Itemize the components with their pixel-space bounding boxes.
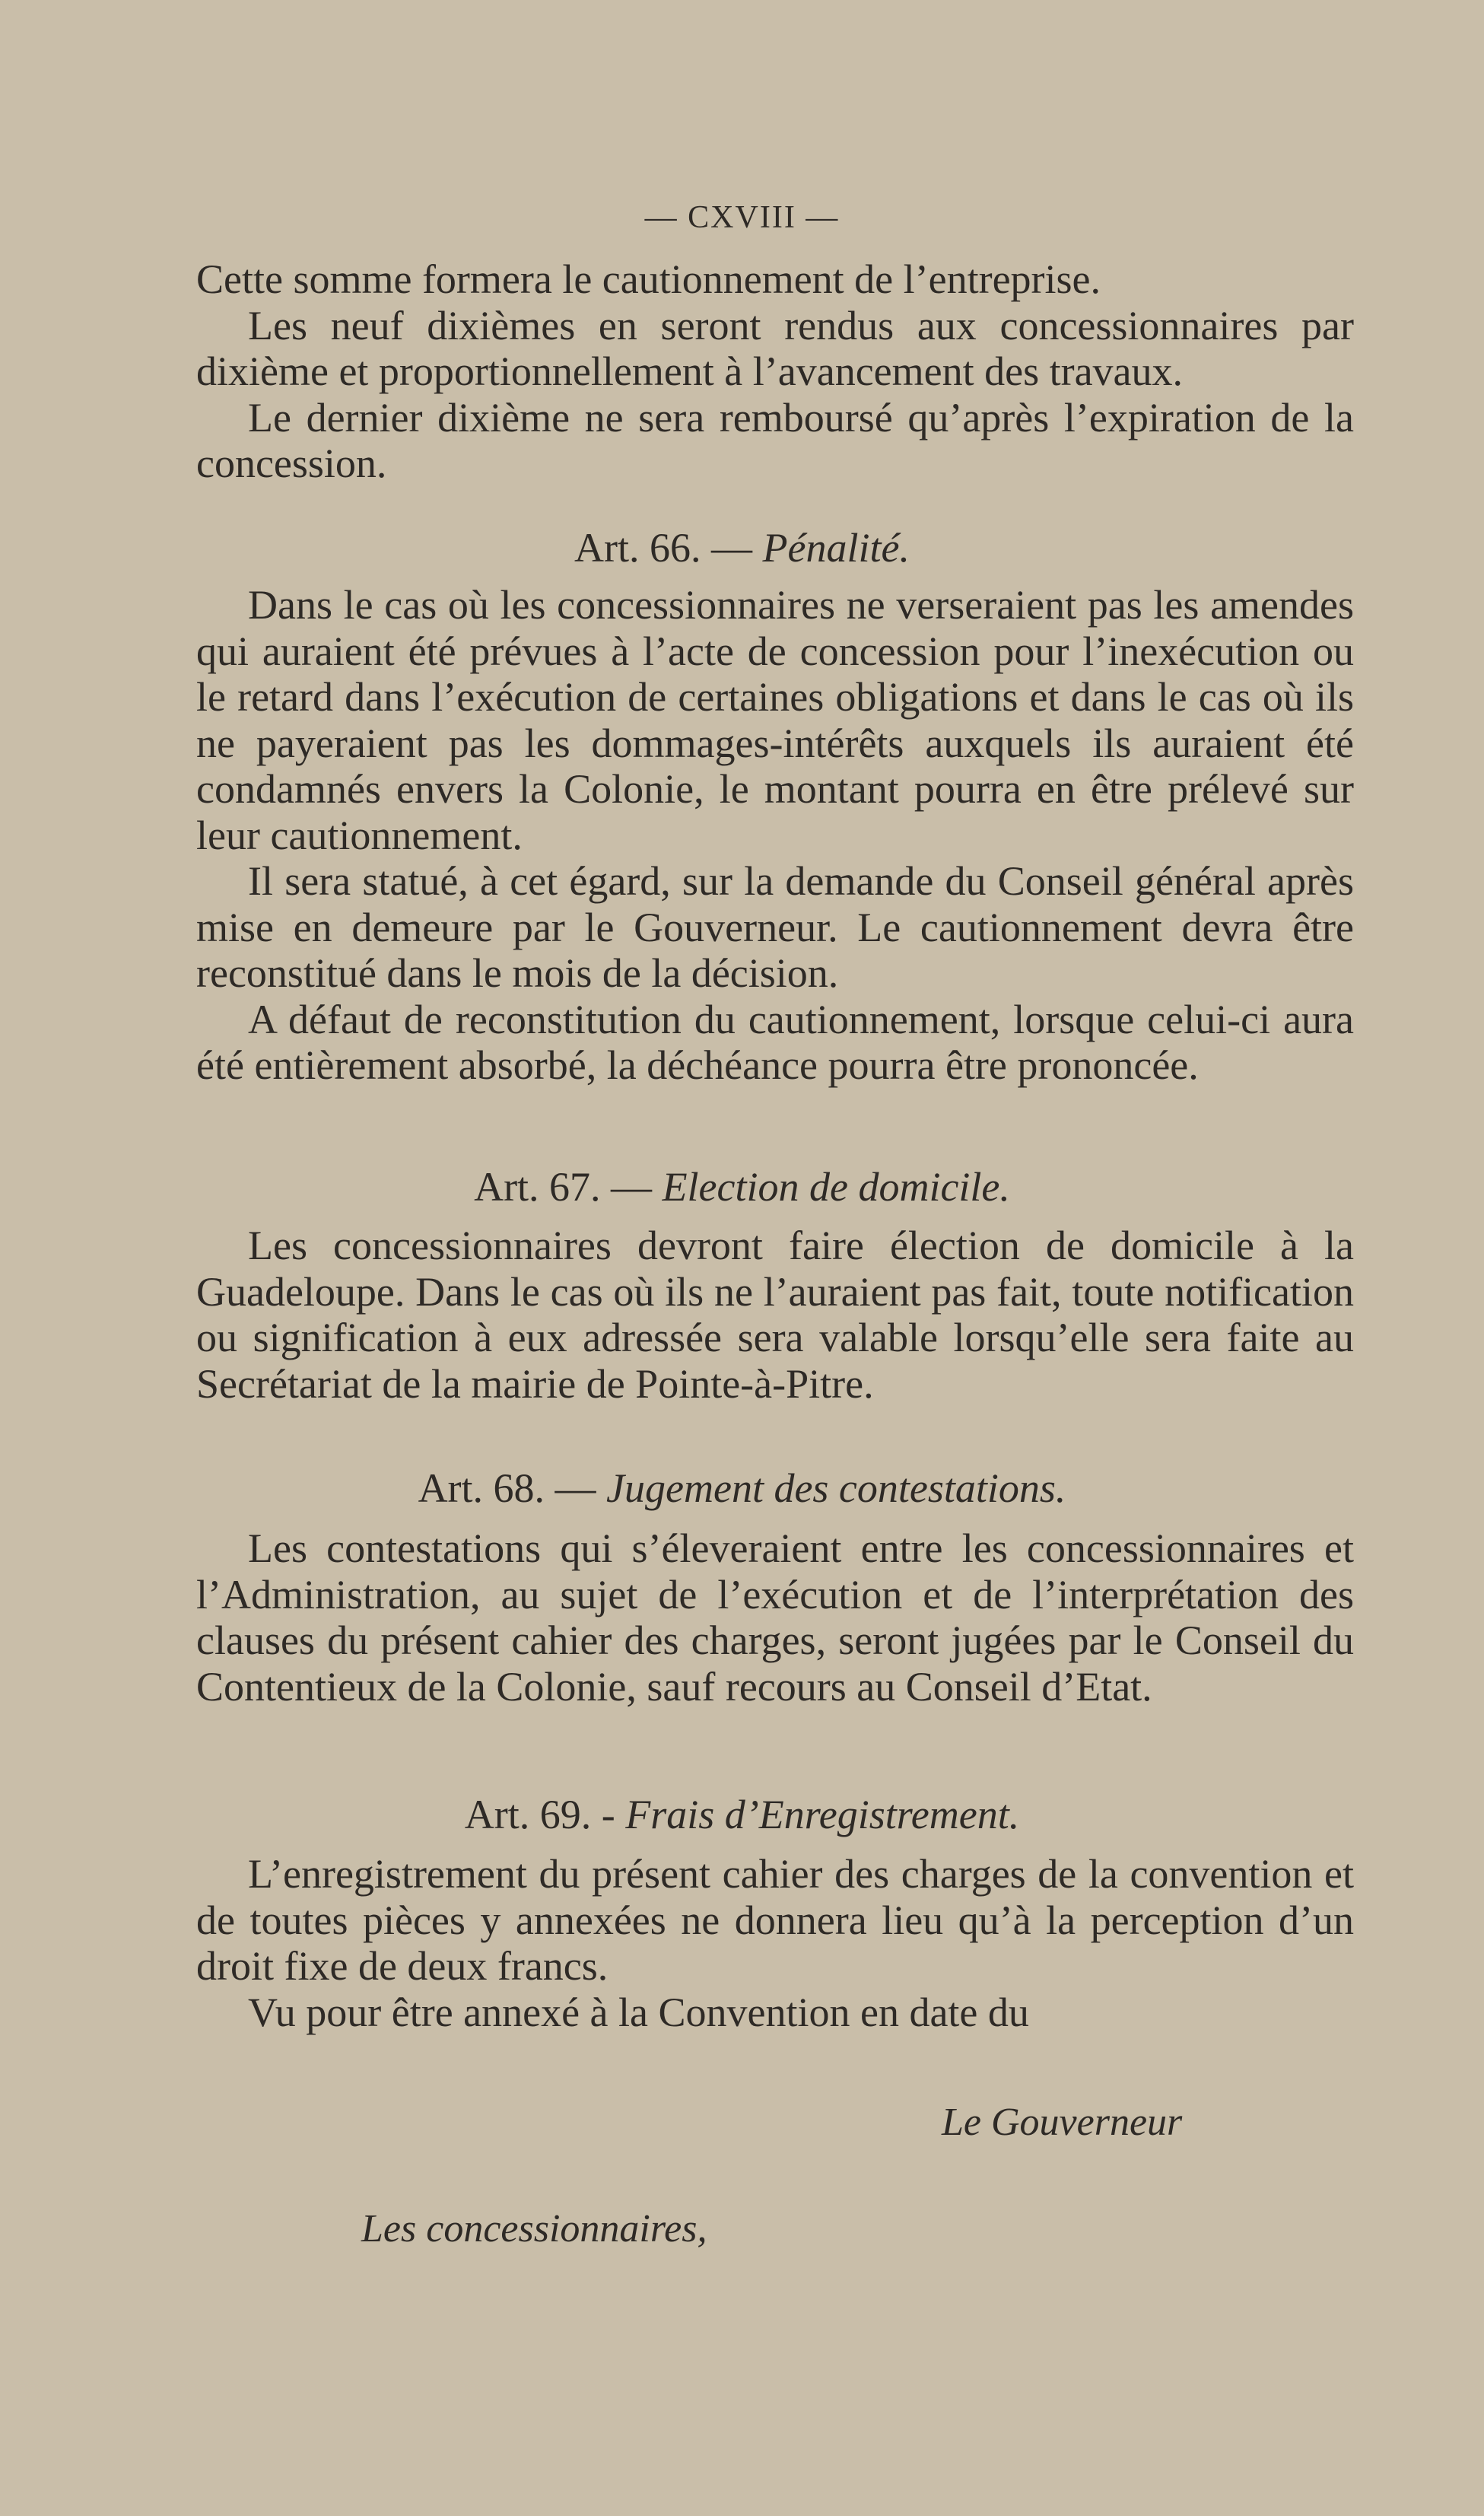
article-67-body (196, 1223, 1354, 1407)
paragraph: L’enregistrement du présent cahier des charges de la convention et de toutes pièces y annexées ne donnera lieu qu’à la perception d’un droit fixe de deux francs. (196, 1851, 1354, 1989)
article-number: Art. 69. - (464, 1792, 615, 1837)
paragraph: Cette somme formera le cautionnement de l’entreprise. (196, 256, 1101, 302)
concessionnaires-signature: Les concessionnaires, (361, 2207, 707, 2250)
article-69-body (196, 1851, 1354, 2035)
article-title: Jugement des contestations. (606, 1465, 1066, 1511)
intro-block (196, 256, 1354, 487)
article-68-heading (0, 1465, 1484, 1511)
governor-signature: Le Gouverneur (942, 2101, 1183, 2144)
article-number: Art. 68. — (418, 1465, 596, 1511)
article-title: Pénalité. (762, 525, 910, 571)
paragraph: Le dernier dixième ne sera remboursé qu’après l’expiration de la concession. (196, 394, 1354, 486)
page-number-header: — CXVIII — (644, 200, 840, 235)
paragraph: Il sera statué, à cet égard, sur la demande du Conseil général après mise en demeure par le Gouverneur. Le cautionnement devra être reconstitué dans le mois de la décision. (196, 858, 1354, 996)
paragraph: Dans le cas où les concessionnaires ne verseraient pas les amendes qui auraient été prévues à l’acte de concession pour l’inexécution ou le retard dans l’exécution de certaines obligations et dans le cas où ils ne payeraient pas les dommages-intérêts auxquels ils auraient été condamnés envers la Colonie, le montant pourra en être prélevé sur leur cautionnement. (196, 582, 1354, 858)
paragraph: Les neuf dixièmes en seront rendus aux concessionnaires par dixième et proportionnellement à l’avancement des travaux. (196, 302, 1354, 394)
paragraph: Vu pour être annexé à la Convention en date du (248, 1989, 1029, 2035)
article-67-heading (0, 1164, 1484, 1210)
paragraph: A défaut de reconstitution du cautionnement, lorsque celui-ci aura été entièrement absorbé, la déchéance pourra être prononcée. (196, 996, 1354, 1088)
article-number: Art. 67. — (474, 1164, 653, 1210)
article-66-heading (0, 525, 1484, 571)
article-69-heading (0, 1792, 1484, 1837)
article-title: Election de domicile. (662, 1164, 1010, 1210)
article-number: Art. 66. — (574, 525, 753, 571)
article-68-body (196, 1525, 1354, 1710)
article-66-body (196, 582, 1354, 1089)
article-title: Frais d’Enregistrement. (625, 1792, 1020, 1837)
paragraph: Les contestations qui s’éleveraient entre les concessionnaires et l’Administration, au sujet de l’exécution et de l’interprétation des clauses du présent cahier des charges, seront jugées par le Conseil du Contentieux de la Colonie, sauf recours au Conseil d’Etat. (196, 1525, 1354, 1710)
paragraph: Les concessionnaires devront faire élection de domicile à la Guadeloupe. Dans le cas où ils ne l’auraient pas fait, toute notification ou signification à eux adressée sera valable lorsqu’elle sera faite au Secrétariat de la mairie de Pointe-à-Pitre. (196, 1223, 1354, 1407)
